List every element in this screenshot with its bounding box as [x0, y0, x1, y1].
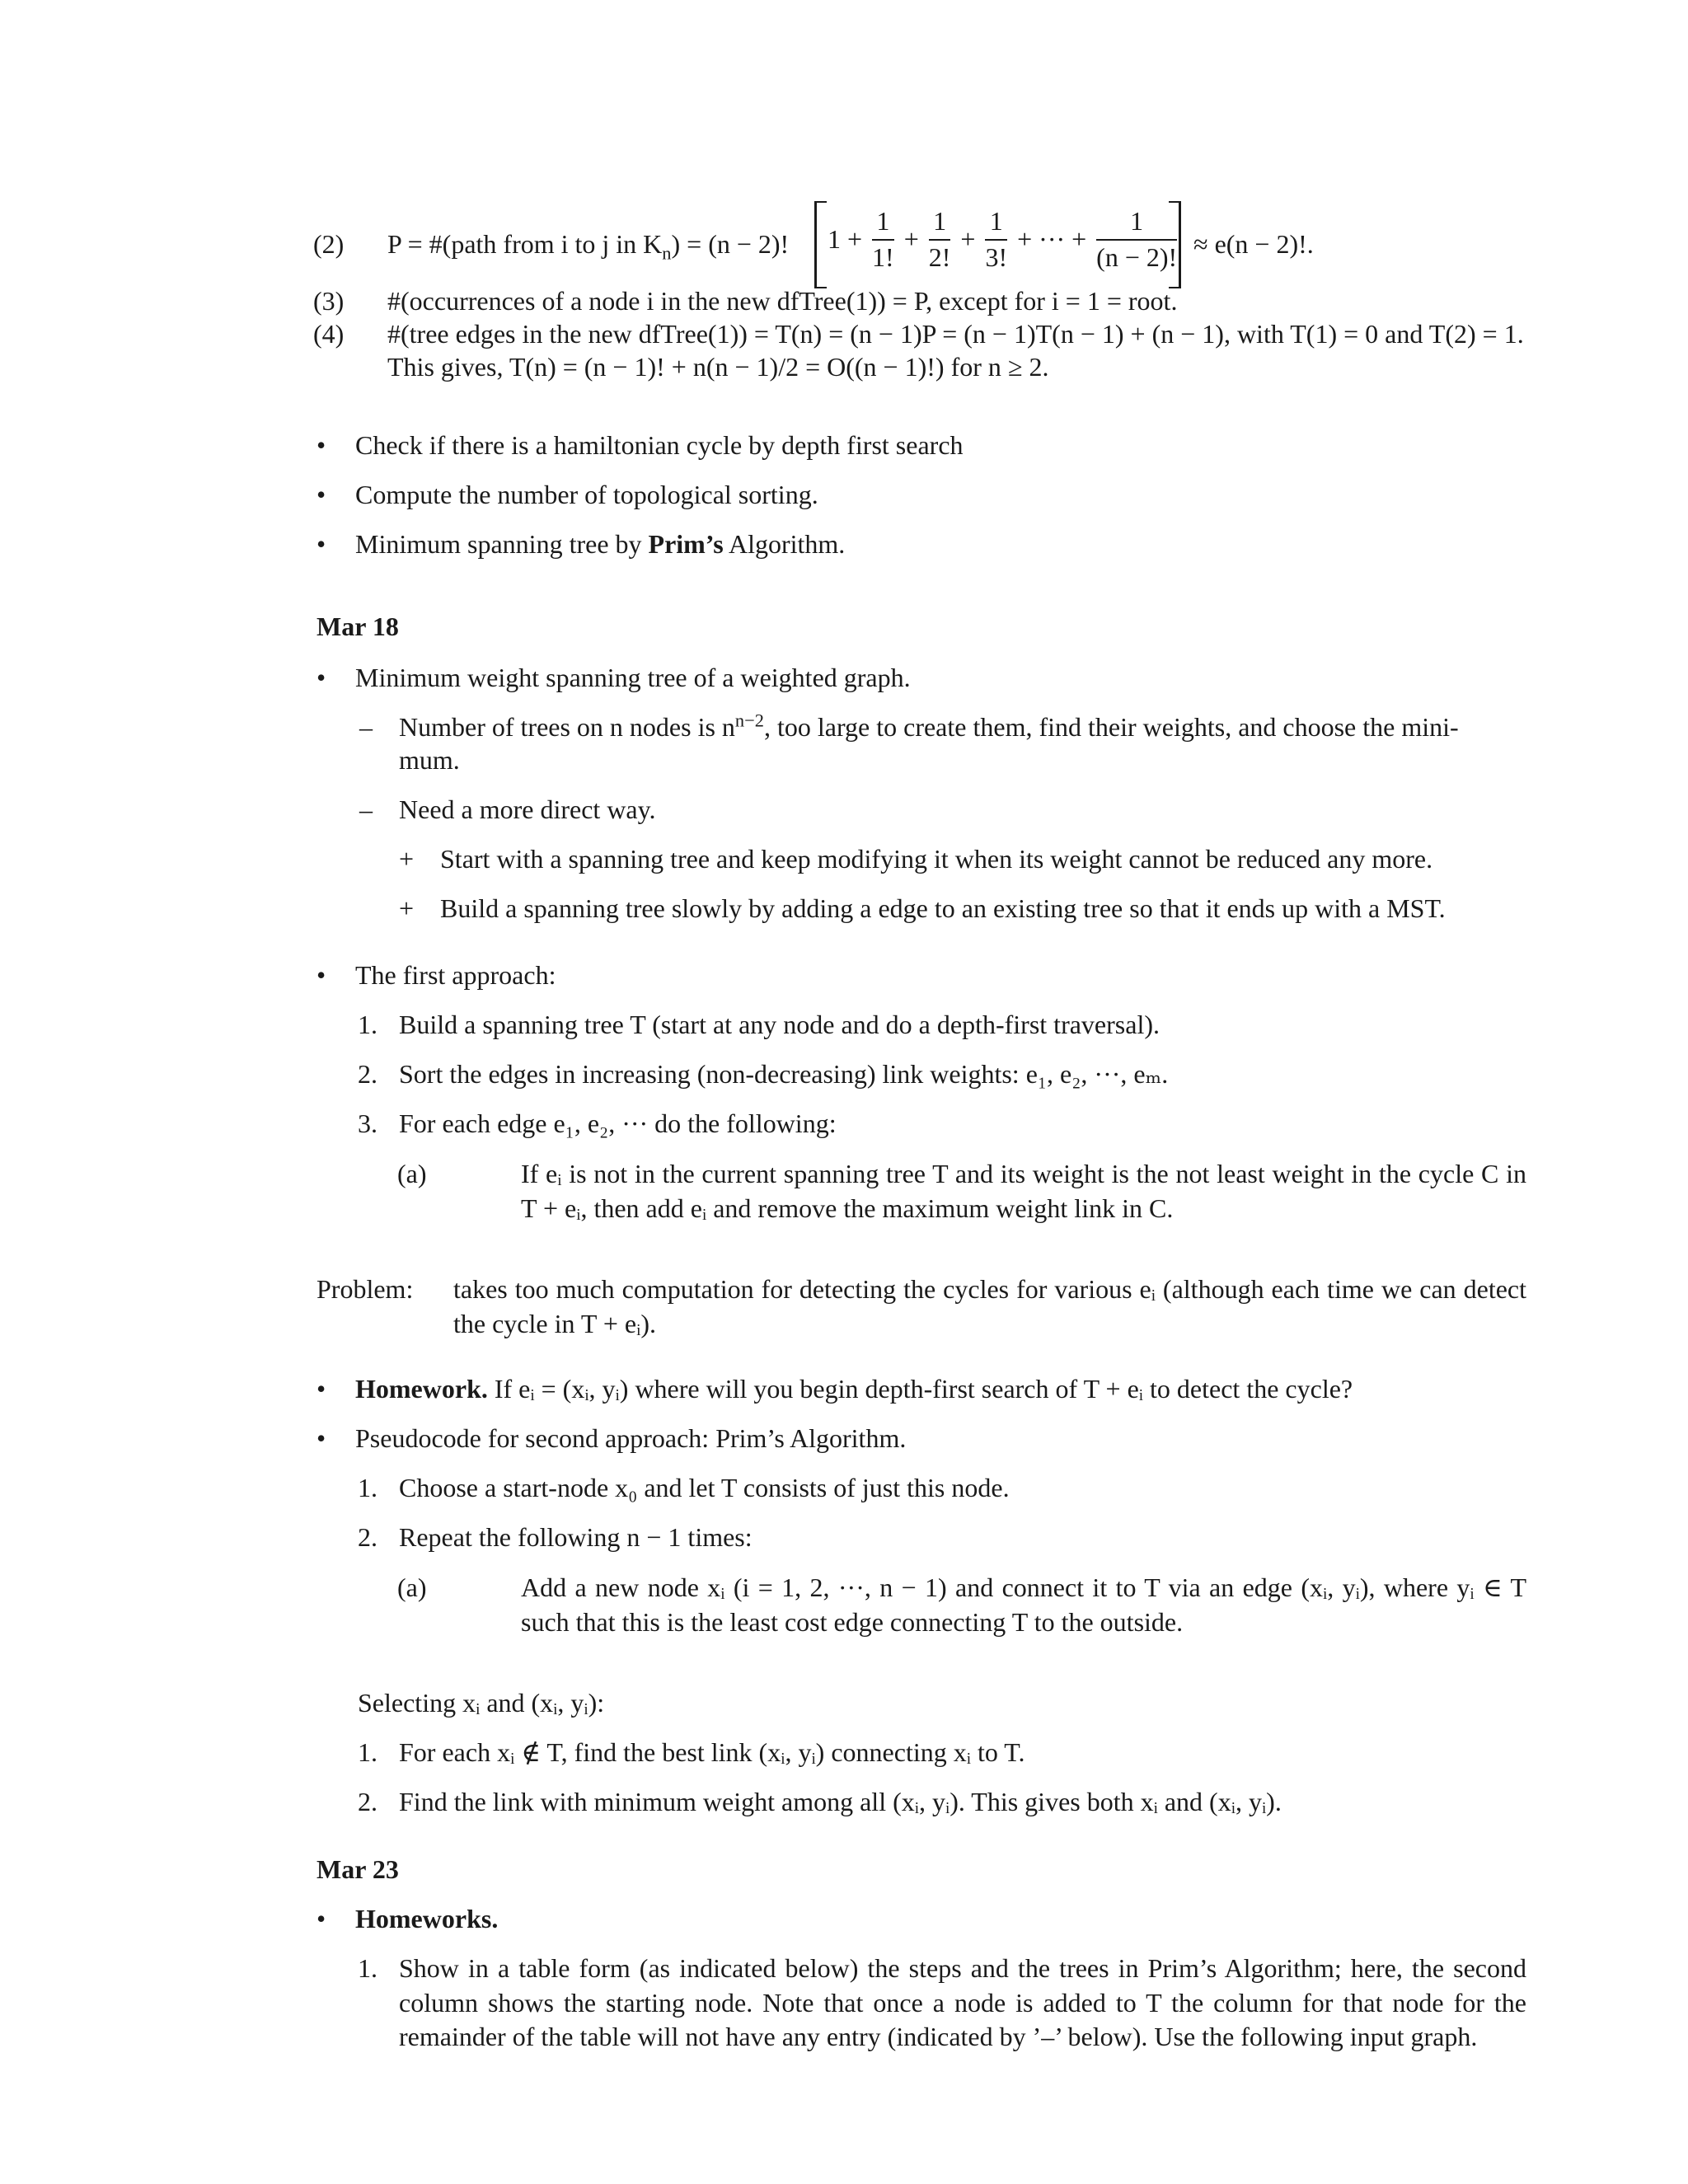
bullet-text: Compute the number of topological sorting. — [355, 480, 818, 509]
list-item-text: Repeat the following n − 1 times: — [399, 1522, 753, 1552]
section-heading: Mar 18 — [316, 612, 399, 641]
equation-text: #(tree edges in the new dfTree(1)) = T(n) = (n − 1)P = (n − 1)T(n − 1) + (n − 1), with T(1) = 0 and T(2) = 1. — [387, 319, 1524, 349]
bullet: • — [316, 960, 326, 990]
list-item-text: Show in a table form (as indicated below) the steps and the trees in Prim’s Algorithm; here, the second column shows the starting node. Note that once a node is added to T the column for that node for the remainder of the table will not have any entry (indicated by ’–’ below). Use the following input graph. — [399, 1953, 1526, 2052]
bullet: • — [316, 1374, 326, 1404]
equation-text: This gives, T(n) = (n − 1)! + n(n − 1)/2 = O((n − 1)!) for n ≥ 2. — [387, 352, 1049, 382]
list-number: 3. — [358, 1108, 377, 1138]
problem-text: takes too much computation for detecting the cycles for various eᵢ (although each time we can detect the cycle in T + eᵢ). — [453, 1274, 1526, 1338]
dash-item-text: Number of trees on n nodes is $n^{n-2}$, too large to create them, find their weights, and choose the mini- — [399, 710, 1459, 742]
bullet-text: Pseudocode for second approach: Prim’s Algorithm. — [355, 1423, 907, 1453]
left-bracket — [814, 201, 827, 288]
bullet-text: Minimum weight spanning tree of a weighted graph. — [355, 663, 911, 692]
sub-item-text: If eᵢ is not in the current spanning tree T and its weight is the not least weight in the cycle C in T + eᵢ, then add eᵢ and remove the maximum weight link in C. — [521, 1159, 1526, 1223]
dash: – — [359, 794, 373, 824]
problem-label: Problem: — [316, 1274, 414, 1304]
bullet-text: Check if there is a hamiltonian cycle by depth first search — [355, 430, 964, 460]
list-number: 1. — [358, 1473, 377, 1502]
equation-bracket-content: 1 + $\frac{1}{1!}$ + $\frac{1}{2!}$ + $\frac{1}{3!}$ + ··· + $\frac{1}{(n - 2)!}$ — [828, 204, 1180, 274]
bullet: • — [316, 1423, 326, 1453]
sub-item-label: (a) — [397, 1572, 427, 1602]
homeworks-heading: Homeworks. — [355, 1904, 499, 1933]
bullet: • — [316, 480, 326, 509]
dash-item-text: mum. — [399, 745, 460, 775]
fraction-1-over-2-factorial: $\frac{1}{2!}$ — [928, 206, 951, 272]
bullet: • — [316, 529, 326, 559]
right-bracket — [1169, 201, 1181, 288]
plus-item-text: Start with a spanning tree and keep modifying it when its weight cannot be reduced any more. — [440, 844, 1433, 874]
dash-item-text: Need a more direct way. — [399, 794, 656, 824]
sub-item-label: (a) — [397, 1159, 427, 1188]
section-heading: Mar 23 — [316, 1854, 399, 1884]
equation-number: (3) — [313, 286, 345, 316]
list-item-text: For each xᵢ ∉ T, find the best link (xᵢ, yᵢ) connecting xᵢ to T. — [399, 1737, 1025, 1767]
bullet-text: Minimum spanning tree by Prim’s Algorithm. — [355, 529, 846, 559]
equation-number: (4) — [313, 319, 345, 349]
equation-number: (2) — [313, 229, 345, 259]
fraction-1-over-n-minus-2-factorial: $\frac{1}{(n - 2)!}$ — [1096, 206, 1178, 272]
list-item-text: Find the link with minimum weight among all (xᵢ, yᵢ). This gives both xᵢ and (xᵢ, yᵢ). — [399, 1787, 1282, 1816]
list-number: 2. — [358, 1522, 377, 1552]
bullet-text: The first approach: — [355, 960, 556, 990]
list-number: 2. — [358, 1787, 377, 1816]
list-item-text: Build a spanning tree T (start at any node and do a depth-first traversal). — [399, 1010, 1160, 1039]
equation-text: #(occurrences of a node i in the new dfTree(1)) = P, except for i = 1 = root. — [387, 286, 1178, 316]
equation-lhs: P = #(path from i to j in $K_n) = (n - 2)$! — [387, 229, 790, 264]
list-number: 2. — [358, 1059, 377, 1089]
fraction-1-over-1-factorial: $\frac{1}{1!}$ — [872, 206, 894, 272]
list-number: 1. — [358, 1737, 377, 1767]
bullet: • — [316, 1904, 326, 1933]
list-item-text: For each edge e₁, e₂, ··· do the following: — [399, 1108, 837, 1138]
homework-text: Homework. If eᵢ = (xᵢ, yᵢ) where will you begin depth-first search of T + eᵢ to detect the cycle? — [355, 1374, 1353, 1404]
list-number: 1. — [358, 1010, 377, 1039]
list-item-text: Sort the edges in increasing (non-decreasing) link weights: e₁, e₂, ···, eₘ. — [399, 1059, 1169, 1089]
plus-item-text: Build a spanning tree slowly by adding a edge to an existing tree so that it ends up with a MST. — [440, 893, 1446, 923]
list-item-text: Choose a start-node x₀ and let T consists of just this node. — [399, 1473, 1010, 1502]
sub-item-text: Add a new node xᵢ (i = 1, 2, ···, n − 1) and connect it to T via an edge (xᵢ, yᵢ), where yᵢ ∈ T such that this is the least cost edge connecting T to the outside. — [521, 1572, 1526, 1637]
dash: – — [359, 712, 373, 742]
list-number: 1. — [358, 1953, 377, 1983]
plus-marker: + — [399, 844, 415, 874]
equation-rhs: ≈ e(n − 2)!. — [1193, 229, 1314, 259]
plus-marker: + — [399, 893, 415, 923]
bullet: • — [316, 663, 326, 692]
fraction-1-over-3-factorial: $\frac{1}{3!}$ — [985, 206, 1008, 272]
bullet: • — [316, 430, 326, 460]
paragraph-text: Selecting xᵢ and (xᵢ, yᵢ): — [358, 1688, 605, 1718]
